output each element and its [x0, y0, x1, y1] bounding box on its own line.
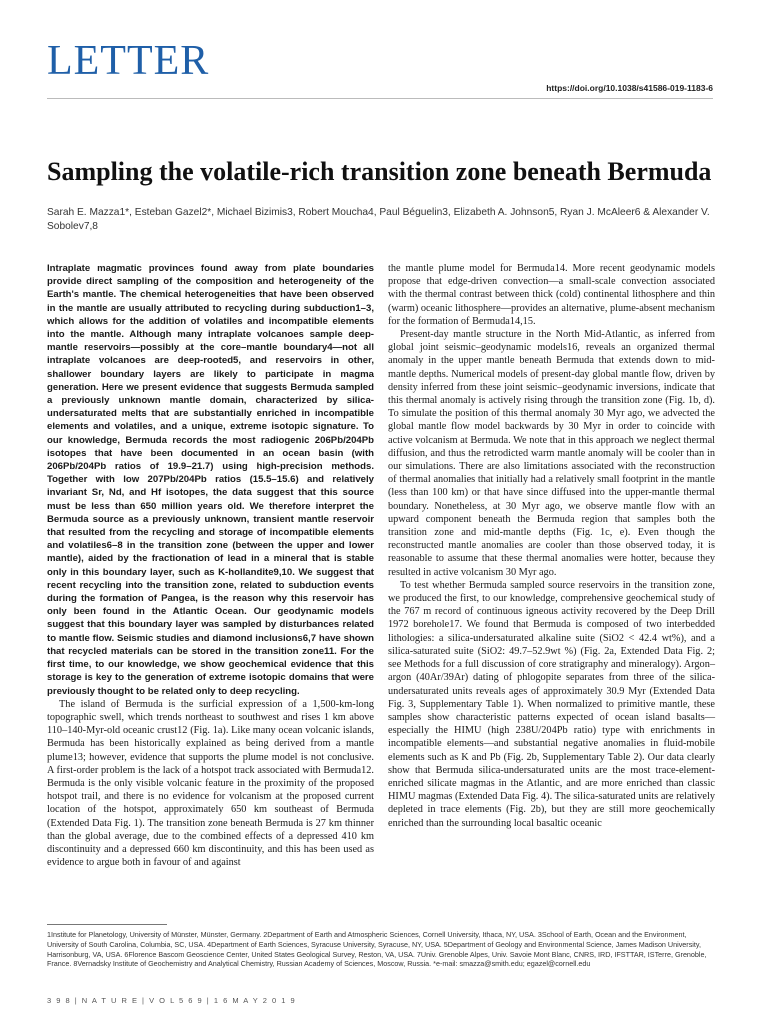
- body-paragraph: the mantle plume model for Bermuda14. More recent geodynamic models propose that edge-driven convection—a small-scale convection associated with the thermal contrast between thick (cold) continental lithosphere and thin (warm) oceanic lithosphere—provides an alternative, plume-absent mechanism for the formation of Bermuda14,15.: [388, 263, 715, 327]
- body-paragraph: To test whether Bermuda sampled source reservoirs in the transition zone, we produced the first, to our knowledge, comprehensive geochemical study of the 767 m record of continuous igneous activity recovered by the Deep Drill 1972 borehole17. We found that Bermuda is composed of two interbedded lithologies: a silica-undersaturated alkaline suite (SiO2 < 42.4 wt%), and a silica-saturated suite (SiO2: 49.7–52.9wt %) (Fig. 2a, Extended Data Fig. 2; see Methods for a full discussion of core stratigraphy and mineralogy). Argon–argon (40Ar/39Ar) dating of phlogopite separates from three of the silica-undersaturated units reveals ages of approximately 30.9 Myr (Extended Data Fig. 3, Supplementary Table 1). When normalized to primitive mantle, these samples show characteristic patterns expected of ocean island basalts—especially the HIMU (high 238U/204Pb ratio) type with enrichments in incompatible elements—and substantial negative anomalies in fluid-mobile elements such as K and Pb (Fig. 2b, Supplementary Table 2). Our data clearly show that Bermuda silica-undersaturated units are the most trace-element-enriched silicate magmas in the Atlantic, and are more enriched than classic HIMU magmas (Extended Data Fig. 4). The silica-saturated units are relatively depleted in trace elements (Fig. 2b), but they are still more geochemically enriched than the surrounding local basaltic oceanic: [388, 579, 715, 829]
- doi-link[interactable]: https://doi.org/10.1038/s41586-019-1183-6: [546, 83, 713, 93]
- affiliations-footnote: 1Institute for Planetology, University of Münster, Münster, Germany. 2Department of Earth and Atmospheric Sciences, Cornell University, Ithaca, NY, USA. 3School of Earth, Ocean and the Environment, University of South Carolina, Columbia, SC, USA. 4Department of Earth Sciences, Syracuse University, Syracuse, NY, USA. 5Department of Geology and Environmental Science, James Madison University, Harrisonburg, VA, USA. 6Florence Bascom Geoscience Center, United States Geological Survey, Reston, VA, USA. 7Univ. Grenoble Alpes, Univ. Savoie Mont Blanc, CNRS, IRD, IFSTTAR, ISTerre, Grenoble, France. 8Vernadsky Institute of Geochemistry and Analytical Chemistry, Russian Academy of Sciences, Moscow, Russia. *e-mail: smazza@smith.edu; egazel@cornell.edu: [47, 930, 707, 969]
- body-paragraph: The island of Bermuda is the surficial expression of a 1,500-km-long topographic swell, which trends northeast to southwest and rises 1 km above 110–140-Myr-old oceanic crust12 (Fig. 1a). Like many ocean volcanic islands, Bermuda has been historically explained as being derived from a mantle plume13; however, evidence that supports the plume model is not conclusive. A first-order problem is the lack of a hotspot track associated with Bermuda12. Bermuda is the only visible volcanic feature in the proximity of the proposed hotspot trail, and there is no evidence for volcanism at the proposed current location of the hotspot, approximately 650 km southeast of Bermuda (Extended Data Fig. 1). The transition zone beneath Bermuda is 27 km thinner than the global average, due to the combined effects of a depressed 410 km discontinuity and a depressed 660 km discontinuity, and this has been used as evidence to argue both in favour of and against: [47, 698, 374, 869]
- abstract: Intraplate magmatic provinces found away from plate boundaries provide direct sampling of the composition and heterogeneity of the Earth's mantle. The chemical heterogeneities that have been observed in the mantle are usually attributed to recycling during subduction1–3, which allows for the addition of volatiles and incompatible elements into the mantle. Although many intraplate volcanoes sample deep-mantle reservoirs—possibly at the core–mantle boundary4—not all intraplate volcanoes are deep-rooted5, and reservoirs in other, shallower boundary layers are likely to participate in magma generation. Here we present evidence that suggests Bermuda sampled a previously unknown mantle domain, characterized by silica-undersaturated melts that are substantially enriched in incompatible elements and volatiles, and a unique, extreme isotopic signature. To our knowledge, Bermuda records the most radiogenic 206Pb/204Pb isotopes that have been documented in an ocean basin (with 206Pb/204Pb ratios of 19.9–21.7) using high-precision methods. Together with low 207Pb/204Pb ratios (15.5–15.6) and relatively invariant Sr, Nd, and Hf isotopes, the data suggest that this source must be less than 650 million years old. We therefore interpret the Bermuda source as a previously unknown, transient mantle reservoir that resulted from the recycling and storage of incompatible elements and volatiles6–8 in the transition zone (between the upper and lower mantle), aided by the fractionation of lead in a mineral that is stable only in this boundary layer, such as K-hollandite9,10. We suggest that recent recycling into the transition zone, related to subduction events during the formation of Pangea, is the reason why this reservoir has only been found in the Atlantic Ocean. Our geodynamic models suggest that this boundary layer was sampled by disturbances related to mantle flow. Seismic studies and diamond inclusions6,7 have shown that recycled materials can be stored in the transition zone11. For the first time, to our knowledge, we show geochemical evidence that this storage is key to the generation of extreme isotopic domains that were previously thought to be related only to deep recycling.: [47, 263, 374, 697]
- footnote-divider: [47, 924, 167, 925]
- right-column: [388, 262, 715, 830]
- header-divider: [47, 98, 713, 99]
- section-label: LETTER: [47, 38, 210, 84]
- article-title: Sampling the volatile-rich transition zone beneath Bermuda: [47, 157, 712, 187]
- left-column: [47, 262, 374, 869]
- author-list: Sarah E. Mazza1*, Esteban Gazel2*, Michael Bizimis3, Robert Moucha4, Paul Béguelin3, Elizabeth A. Johnson5, Ryan J. McAleer6 & Alexander V. Sobolev7,8: [47, 207, 710, 232]
- body-paragraph: Present-day mantle structure in the North Mid-Atlantic, as inferred from global joint seismic–geodynamic models16, reveals an organized thermal anomaly in the upper mantle beneath Bermuda that extends down to mid-mantle depths. Numerical models of present-day global mantle flow, driven by density inferred from these joint seismic–geodynamic inversions, indicate that this thermal anomaly is actively rising through the transition zone (Fig. 1b, d). To simulate the position of this thermal anomaly 30 Myr ago, we advected the global mantle flow model backwards by 30 Myr in order to coincide with active volcanism at Bermuda. We note that in this approach we neglect thermal diffusion, and thus the retrodicted warm mantle anomaly will be cooler than in our simulations. There are also limitations associated with the reconstruction of thermal anomalies that initially had a relatively small footprint in the mantle (less than 100 km) or that have since diffused into the upper-mantle thermal boundary. Nonetheless, at 30 Myr ago, we observe mantle flow with an upward component beneath the Bermuda region that samples both the transition zone and mid-mantle depths (Fig. 1c, e). Even though the reconstructed mantle anomalies are cooler than those observed today, it is reasonable to assume that these thermal anomalies were hotter, because they resulted in active volcanism 30 Myr ago.: [388, 329, 715, 578]
- page-footer: 3 9 8 | N A T U R E | V O L 5 6 9 | 1 6 M A Y 2 0 1 9: [47, 996, 297, 1005]
